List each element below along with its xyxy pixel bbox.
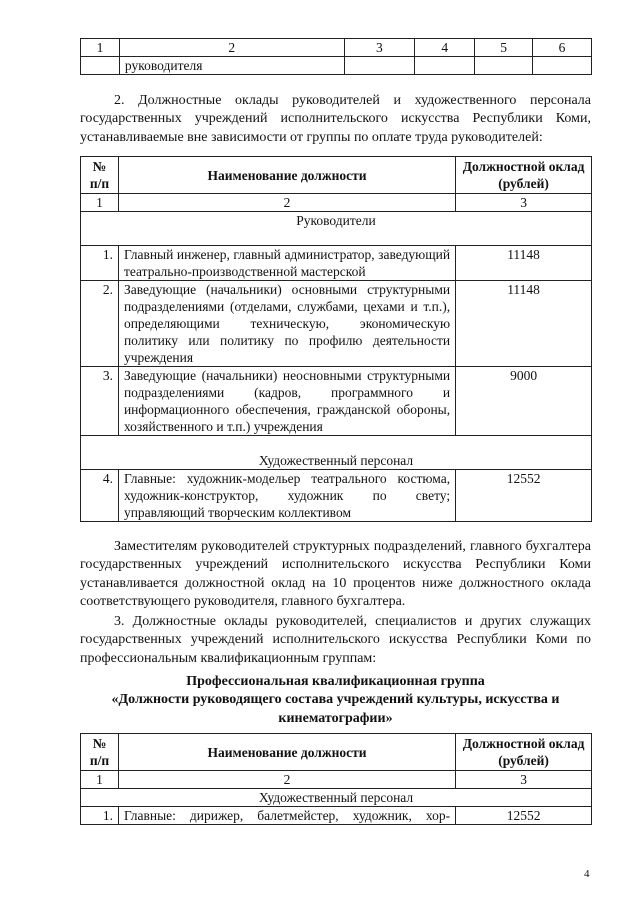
row-number: 3. (81, 367, 119, 436)
table-cell: 2 (118, 194, 455, 212)
header-salary: Должностной оклад (рублей) (456, 734, 592, 771)
table-row (81, 39, 592, 57)
row-number: 1. (81, 807, 119, 825)
paragraph-deputies: Заместителям руководителей структурных подразделений, главного бухгалтера государственных учреждений исполнительского искусства Республики Коми устанавливается должностной оклад на 10 процентов ниже должностного оклада соответствующего руководителя, главного бухгалтера. (80, 539, 591, 610)
continued-table (80, 38, 592, 75)
header-position: Наименование должности (118, 734, 455, 771)
table-cell: 2 (119, 39, 344, 57)
table-cell: 3 (344, 39, 415, 57)
salary-value: 12552 (456, 470, 592, 522)
table-cell: 3 (456, 194, 592, 212)
paragraph-3: 3. Должностные оклады руководителей, специалистов и других служащих государственных учреждений исполнительского искусства Республики Коми по профессиональным квалификационным группам: (80, 614, 591, 666)
table-cell: руководителя (119, 57, 344, 75)
table-header-row (81, 157, 592, 194)
salary-table-2 (80, 733, 592, 825)
salary-value: 11148 (456, 281, 592, 367)
header-number: № п/п (81, 734, 119, 771)
row-number: 2. (81, 281, 119, 367)
salary-value: 12552 (456, 807, 592, 825)
position-name: Главный инженер, главный администратор, заведующий театрально-производственной мастерской (118, 246, 455, 281)
table-row (81, 807, 592, 825)
table-cell: 6 (533, 39, 592, 57)
numbering-row (81, 194, 592, 212)
table-header-row (81, 734, 592, 771)
table-cell: 1 (81, 771, 119, 789)
table-cell: 1 (81, 194, 119, 212)
header-position: Наименование должности (118, 157, 455, 194)
table-row (81, 367, 592, 436)
section-label: Руководители (81, 212, 592, 246)
table-row (81, 470, 592, 522)
position-name: Главные: художник-модельер театрального костюма, художник-конструктор, художник по свету; управляющий творческим коллективом (118, 470, 455, 522)
header-number: № п/п (81, 157, 119, 194)
group-heading-line1: Профессиональная квалификационная группа (186, 674, 485, 689)
position-name: Заведующие (начальники) основными структурными подразделениями (отделами, службами, цехами и т.п.), определяющими техническую, экономическую политику или политику по профилю деятельности учреждения (118, 281, 455, 367)
salary-value: 9000 (456, 367, 592, 436)
table-cell: 1 (81, 39, 120, 57)
table-cell (81, 57, 120, 75)
section-row (81, 789, 592, 807)
page-number: 4 (584, 868, 590, 880)
group-heading-line2: «Должности руководящего состава учреждений культуры, искусства и кинематографии» (111, 692, 560, 726)
section-row (81, 212, 592, 246)
salary-value: 11148 (456, 246, 592, 281)
position-name: Главные: дирижер, балетмейстер, художник, хор- (118, 807, 455, 825)
numbering-row (81, 771, 592, 789)
table-cell (415, 57, 475, 75)
salary-table-1 (80, 156, 592, 522)
table-cell: 3 (456, 771, 592, 789)
position-name: Заведующие (начальники) неосновными структурными подразделениями (кадров, программного и информационного обеспечения, гражданской обороны, хозяйственного и т.п.) учреждения (118, 367, 455, 436)
row-number: 1. (81, 246, 119, 281)
table-row (81, 57, 592, 75)
table-row (81, 246, 592, 281)
table-cell (344, 57, 415, 75)
table-cell: 5 (475, 39, 533, 57)
group-heading (80, 673, 591, 728)
paragraph-2: 2. Должностные оклады руководителей и художественного персонала государственных учреждений исполнительского искусства Республики Коми, устанавливаемые вне зависимости от группы по оплате труда руководителей: (80, 93, 591, 145)
section-label: Художественный персонал (81, 789, 592, 807)
table-row (81, 281, 592, 367)
section-label: Художественный персонал (81, 436, 592, 470)
table-cell: 2 (118, 771, 455, 789)
table-cell (533, 57, 592, 75)
header-salary: Должностной оклад (рублей) (456, 157, 592, 194)
table-cell: 4 (415, 39, 475, 57)
row-number: 4. (81, 470, 119, 522)
table-cell (475, 57, 533, 75)
section-row (81, 436, 592, 470)
